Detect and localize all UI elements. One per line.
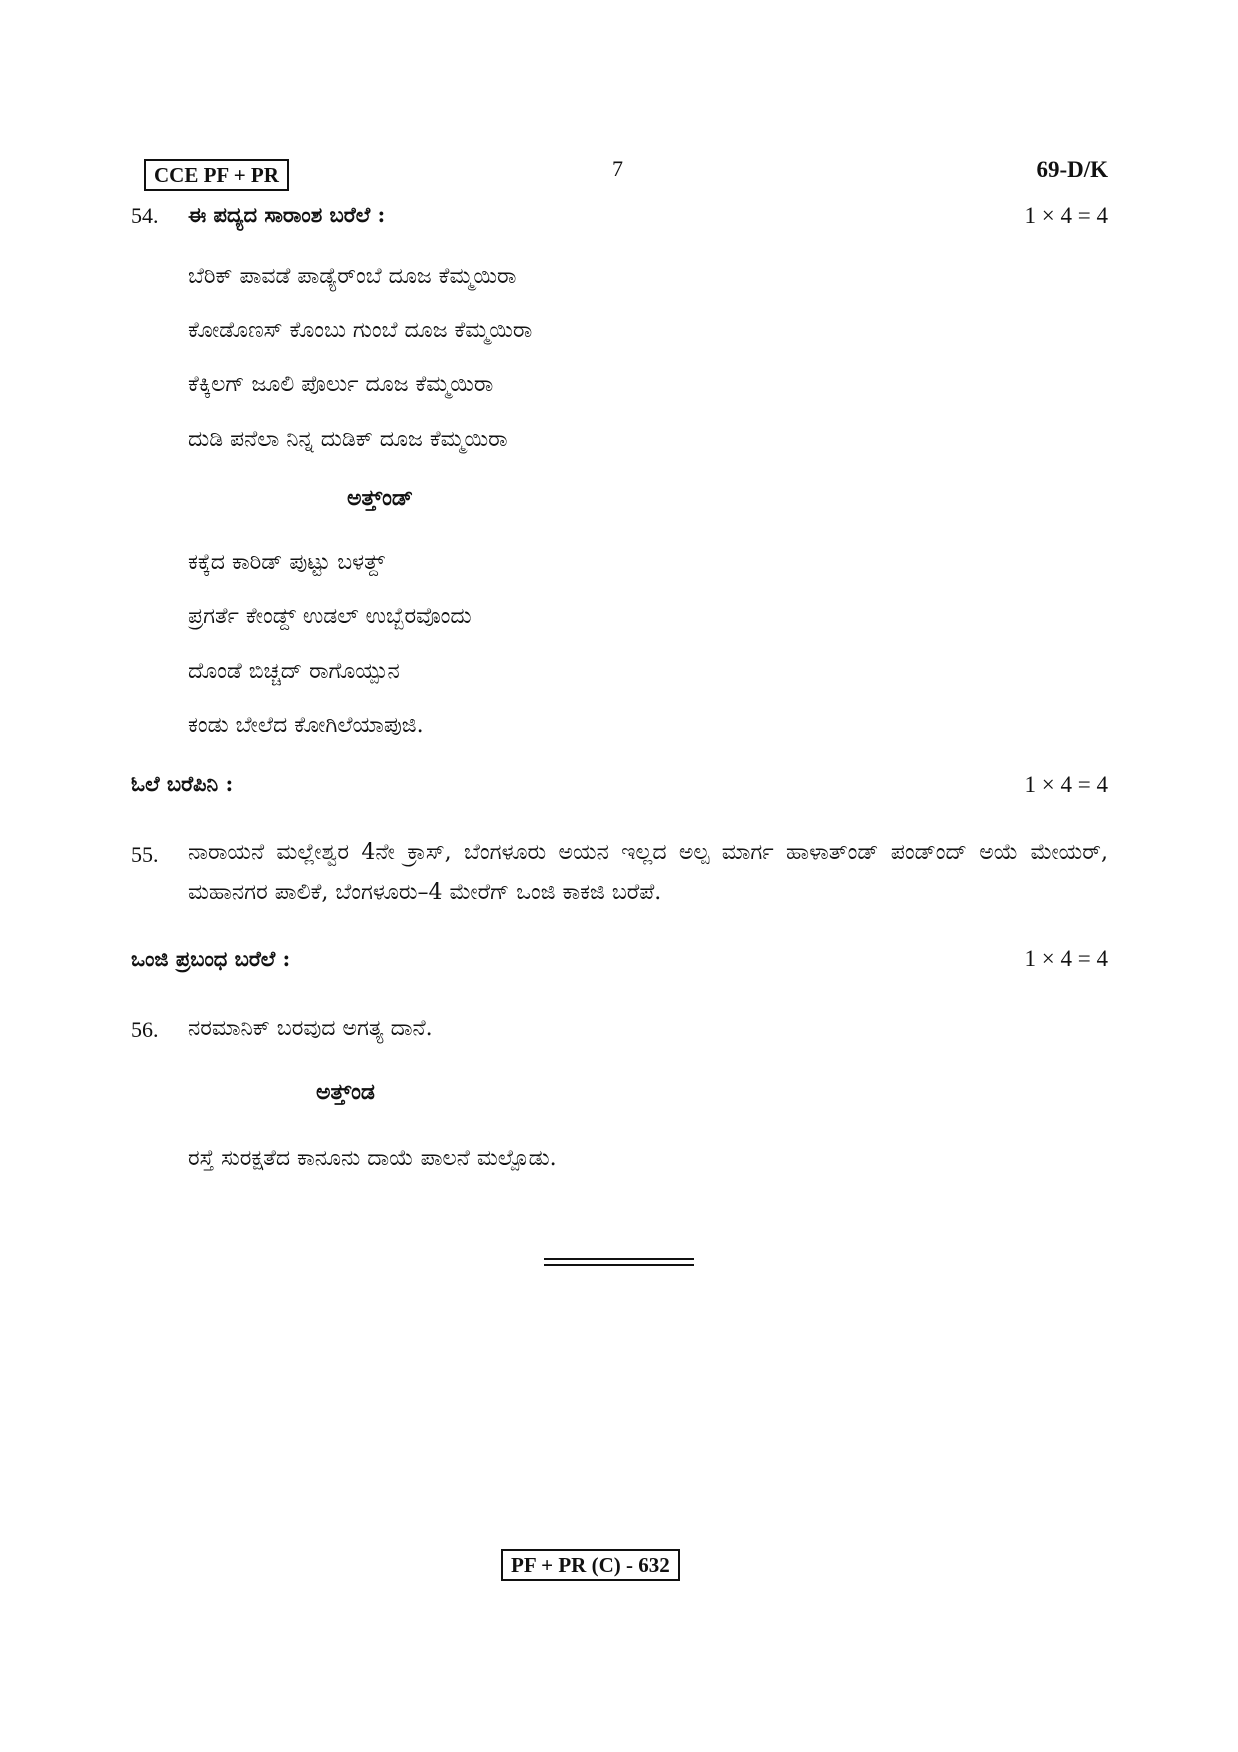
paper-id: 69-D/K bbox=[1036, 157, 1108, 182]
footer-code-box: PF + PR (C) - 632 bbox=[501, 1549, 680, 1581]
essay-section-marks: 1 × 4 = 4 bbox=[1024, 946, 1108, 971]
poem-a-line-2: ಕೋಡೊಣಸ್ ಕೊಂಬು ಗುಂಬೆ ದೂಜ ಕೆಮ್ಮಯಿರಾ bbox=[188, 318, 533, 343]
question-number-54: 54. bbox=[131, 203, 159, 228]
question-56-text: ನರಮಾನಿಕ್ ಬರವುದ ಅಗತ್ಯ ದಾನೆ. bbox=[188, 1016, 433, 1041]
poem-b-line-1: ಕಕ್ಕೆದ ಕಾರಿಡ್ ಪುಟ್ಟು ಬಳತ್ದ್ bbox=[188, 550, 385, 575]
question-55-text: ನಾರಾಯನೆ ಮಲ್ಲೇಶ್ವರ 4ನೇ ಕ್ರಾಸ್, ಬೆಂಗಳೂರು ಅಯನ ಇಲ್ಲದ ಅಲ್ಪ ಮಾರ್ಗ ಹಾಳಾತ್ಂಡ್ ಪಂಡ್ಂದ್ ಅಯೆ ಮೇಯರ್, ಮಹಾನಗರ ಪಾಲಿಕೆ, ಬೆಂಗಳೂರು–4 ಮೇರೆಗ್ ಒಂಜಿ ಕಾಕಜಿ ಬರೆಪೆ. bbox=[188, 840, 1108, 905]
exam-code-box: CCE PF + PR bbox=[144, 159, 289, 191]
poem-b-line-2: ಪ್ರಗರ್ತೆ ಕೇಂಡ್ದ್ ಉಡಲ್ ಉಬ್ಬೆರವೊಂದು bbox=[188, 604, 472, 629]
end-rule-top bbox=[544, 1258, 694, 1260]
poem-b-line-3: ದೊಂಡೆ ಬಿಚ್ಚದ್ ರಾಗೊಯ್ಪುನ bbox=[188, 659, 400, 684]
or-label-54: ಅತ್ತ್ಂಡ್ bbox=[347, 485, 414, 511]
letter-section-marks: 1 × 4 = 4 bbox=[1024, 772, 1108, 797]
poem-b-line-4: ಕಂಡು ಬೇಲೆದ ಕೋಗಿಲೆಯಾಪುಜಿ. bbox=[188, 713, 424, 738]
poem-a-line-4: ದುಡಿ ಪನೆಲಾ ನಿನ್ನ ದುಡಿಕ್ ದೂಜ ಕೆಮ್ಮಯಿರಾ bbox=[188, 427, 508, 452]
poem-a-line-1: ಬೆರಿಕ್ ಪಾವಡೆ ಪಾಡ್ಯೆರ್ಂಬೆ ದೂಜ ಕೆಮ್ಮಯಿರಾ bbox=[188, 264, 517, 289]
end-rule-bottom bbox=[544, 1264, 694, 1266]
essay-section-heading: ಒಂಜಿ ಪ್ರಬಂಧ ಬರೆಲೆ : bbox=[131, 946, 291, 971]
letter-section-heading: ಓಲೆ ಬರೆಪಿನಿ : bbox=[131, 771, 234, 796]
page-number: 7 bbox=[612, 156, 623, 181]
question-54-heading: ಈ ಪದ್ಯದ ಸಾರಾಂಶ ಬರೆಲೆ : bbox=[188, 202, 386, 227]
question-54-marks: 1 × 4 = 4 bbox=[1024, 203, 1108, 228]
question-number-56: 56. bbox=[131, 1017, 159, 1042]
poem-a-line-3: ಕೆಕ್ಕಿಲಗ್ ಜೂಲಿ ಪೊರ್ಲು ದೂಜ ಕೆಮ್ಮಯಿರಾ bbox=[188, 372, 494, 397]
question-number-55: 55. bbox=[131, 842, 159, 867]
or-label-56: ಅತ್ತ್ಂಡ bbox=[316, 1079, 375, 1105]
question-56-alt-text: ರಸ್ತೆ ಸುರಕ್ಷತೆದ ಕಾನೂನು ದಾಯೆ ಪಾಲನೆ ಮಲ್ಪೊಡು. bbox=[188, 1146, 557, 1171]
